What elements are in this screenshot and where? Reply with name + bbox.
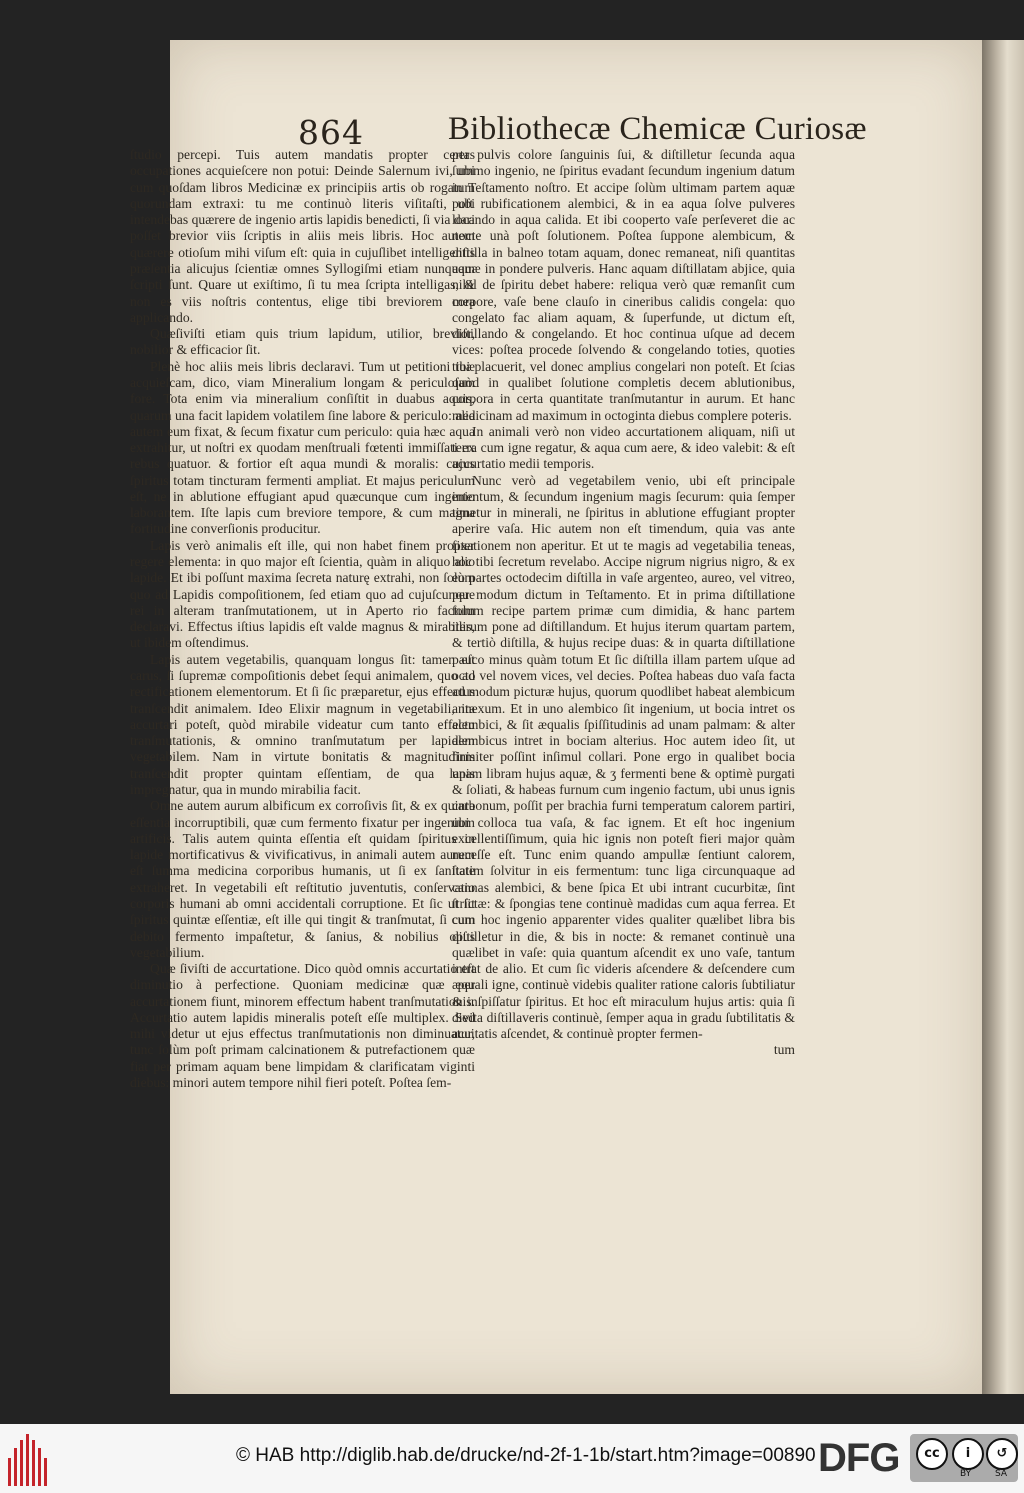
page-number: 864 [298,113,364,152]
sa-icon: ↺ [986,1438,1018,1470]
page-gutter [982,40,1024,1394]
dfg-logo: DFG [818,1436,900,1480]
sa-label: SA [995,1469,1008,1479]
paragraph: per pulvis colore ſanguinis ſui, & diſtilletur ſecunda aqua ſummo ingenio, ne ſpiritus evadant ſecundum ingenium datum in Teſtamento noſtro. Et accipe ſolùm ultimam partem aquæ poſt rubificationem alembici, & in ea aqua ſolve pulveres locando in aqua calida. Et ibi cooperto vaſe perſeveret die ac nocte unà poſt ſolutionem. Poſtea ſuppone alembicum, & diſtilla in balneo totam aquam, donec remaneat, niſi quantitas aquæ in pondere pulveris. Hanc aquam diſtillatam abjice, quia nihil de ſpiritu debet habere: reliqua verò quæ remanſit cum corpore, vaſe bene clauſo in cineribus calidis congela: quo congelato fac aliam aquam, & ſuperfunde, ut dictum eſt, diſtillando & congelando. Et hoc continua uſque ad decem vices: poſtea procede ſolvendo & congelando toties, quoties tibi placuerit, vel donec amplius congelari non poteſt. Et ſcias quòd in qualibet ſolutione completis decem ablutionibus, corpora in certa quantitate tranſmutantur in aurum. Et hanc medicinam ad maximum in octoginta diebus complere poteris. [452,147,795,423]
copyright-link[interactable]: © HAB http://diglib.hab.de/drucke/nd-2f-1-1b/start.htm?image=00890 [236,1445,816,1466]
left-column [130,147,475,1091]
paragraph: Lapis autem vegetabilis, quanquam longus ſit: tamen eſt carus, ſi ſupremæ compoſitionis debet ſequi animalem, quo ad rectificationem elementorum. Et ſi ſic præparetur, ejus effectus tranſcendit animalem. Ideo Elixir magnum in vegetabili, ita accurtari poteſt, quòd mirabile videatur cum tanto effectu tranſmutationis, & omnino tranſmutatum per lapidem vegetabilem. Nam in virtute bonitatis & magnitudinis tranſcendit propter quintam eſſentiam, de qua lapis impregnatur, qua in mundo mirabilia facit. [130,651,475,797]
by-icon: i [952,1438,984,1470]
right-column [452,147,795,1059]
paragraph: Omne autem aurum albificum ex corroſivis ſit, & ex quinta eſſentia incorruptibili, quæ cum fermento fixatur per ingenium artificis. Talis autem quinta eſſentia eſt quidam ſpiritus in lapide mortificativus & vivificativus, in animali autem aurum eſt ſumma medicina corporibus humanis, ut ſi ex ſanitate extraheret. In vegetabili eſt reſtitutio juventutis, conſervatio corporis humani ab omni accidentali corruptione. Et ſic ut ſit ſpiritus quintæ eſſentiæ, eſt ille qui tingit & tranſmutat, ſi cum debito fermento impaſtetur, & ſanius, & nobilius opus vegetabilium. [130,798,475,960]
cc-icon: cc [916,1438,948,1470]
paragraph: Lapis verò animalis eſt ille, qui non habet finem propter regere elementa: in quo major eſt ſcientia, quàm in aliquo alio lapide. Et ibi poſſunt maxima ſecreta naturę extrahi, non ſolùm quo ad Lapidis compoſitionem, ſed etiam quo ad cujuſcunque rei in alteram tranſmutationem, ut in Aperto rio factum declaravi. Effectus iſtius lapidis eſt valde magnus & mirabilis, ut ibidem oſtendimus. [130,537,475,651]
paragraph: In animali verò non video accurtationem aliquam, niſi ut terra cum igne regatur, & aqua cum aere, & ideo valebit: & eſt accurtatio medii temporis. [452,423,795,472]
running-head: Bibliothecæ Chemicæ Curiosæ [448,111,867,147]
hab-logo-icon [6,1430,50,1486]
paragraph: Nunc verò ad vegetabilem venio, ubi eſt principale intentum, & ſecundum ingenium magis ſecurum: quia ſemper timetur in minerali, ne ſpiritus in ablutione effugiant propter aperire vaſa. Hic autem non eſt timendum, quia vas ante fixationem non aperitur. Et ut te magis ad vegetabilia teneas, hoc tibi ſecretum revelabo. Accipe nigrum nigrius nigro, & ex eo partes octodecim diſtilla in vaſe argenteo, aureo, vel vitreo, per modum dictum in Teſtamento. Et in prima diſtillatione ſolum recipe partem primæ cum dimidia, & hanc partem iterum pone ad diſtillandum. Et hujus iterum quartam partem, & tertiò diſtilla, & hujus recipe duas: & in quarta diſtillatione pauco minus quàm totum Et ſic diſtilla illam partem uſque ad octo vel novem vices, vel decies. Poſtea habeas duo vaſa facta ad modum picturæ hujus, quorum quodlibet habeat alembicum annexum. Et in uno alembico ſit ingenium, ut bocia intret os alembici, & ſit æqualis ſpiſſitudinis ad unam palmam: & alter alembicus intret in bociam alterius. Hoc autem ideo ſit, ut firmiter poſſint inſimul collari. Pone ergo in qualibet bocia unam libram hujus aquæ, & ʒ fermenti bene & optimè purgati & ſoliati, & habeas furnum cum ingenio factum, ubi unus ignis carbonum, poſſit per brachia furni temperatum calorem partiri, ubi colloca tua vaſa, & fac ignem. Et eſt hoc ingenium excellentiſſimum, quia hic ignis non poteſt fieri major quàm neceſſe eſt. Tunc enim quando ampullæ ſentiunt calorem, ſtatim ſolvitur in eis fermentum: tunc liga circunquaque ad cannas alembici, & bene ſpica Et ubi intrant cucurbitæ, ſint ſtrictæ: & ſpongias tene continuè madidas cum aqua ferrea. Et cum hoc ingenio apparenter vides qualiter quælibet libra bis diſtilletur in die, & bis in nocte: & remanet continuè una quælibet in vaſe: quia quantum aſcendit ex uno vaſe, tantum intrat de alio. Et cum ſic videris aſcendere & deſcendere cum æquali igne, continuè videbis qualiter ratione caloris ſubtiliatur & inſpiſſatur ſpiritus. Et hoc eſt miraculum hujus artis: quia ſi divita diſtillaveris continuè, ſemper aqua in gradu ſubtilitatis & acuitatis aſcendet, & continuè propter fermen- [452,472,795,1042]
cc-license-badge[interactable] [910,1434,1018,1482]
by-label: BY [960,1469,972,1479]
paragraph: Quæ ſiviſti de accurtatione. Dico quòd omnis accurtatio eſt diminutio à perfectione. Quoniam medicinæ quæ per accurtationem fiunt, minorem effectum habent tranſmutationis. Accurtatio autem lapidis mineralis poteſt eſſe multiplex. Sed mihi videtur ut ejus effectus tranſmutationis non diminuatur, tunc ſolùm poſt primam calcinationem & putrefactionem quæ fiat per primam aquam bene limpidam & clarificatam viginti diebus: minori autem tempore nihil fieri poteſt. Poſtea ſem- [130,961,475,1091]
paragraph: tum [773,1042,795,1058]
paragraph: Plenè hoc aliis meis libris declaravi. Tum ut petitioni tuæ acquieſcam, dico, viam Mineralium longam & periculoſam fore. Tota enim via mineralium conſiſtit in duabus aquis, quarum una facit lapidem volatilem ſine labore & periculo: alia autem eum fixat, & ſecum fixatur cum periculo: quia hæc aqua extrahitur, ut noſtri ex quodam menſtruali fœtenti immiſſati ex rebus quatuor. & fortior eſt aqua mundi & moralis: cujus ſpiritus totam tincturam fermenti ampliat. Et majus periculum eſt, ne in ablutione effugiant apud quæcunque cum ingenio laborantem. Iſte lapis cum breviore tempore, & cum magna fortitudine converſionis producitur. [130,358,475,537]
paragraph: ſtudio percepi. Tuis autem mandatis propter certas occupationes acquieſcere non potui: Deinde Salernum ivi, ubi cum quoſdam libros Medicinæ ex principiis artis ob rogatum quorundam extraxi: tu me continuò literis viſitaſti, ubi intendebas quærere de ingenio artis lapidis benedicti, ſi via dari poſſet brevior viis ſcriptis in aliis meis libris. Hoc autem quærere otioſum mihi viſum eſt: quia in cujuſlibet intelligentis præſentia alicujus ſcientiæ omnes Syllogiſmi etiam nunquam ſcripti ſunt. Quare ut exiſtimo, ſi tu mea ſcripta intelligas, & non es viis noſtris contentus, elige tibi breviorem mea applicando. [130,147,475,325]
viewer-footer [0,1424,1024,1493]
paragraph: Quæſiviſti etiam quis trium lapidum, utilior, brevior, nobilior & efficacior ſit. [130,326,475,358]
